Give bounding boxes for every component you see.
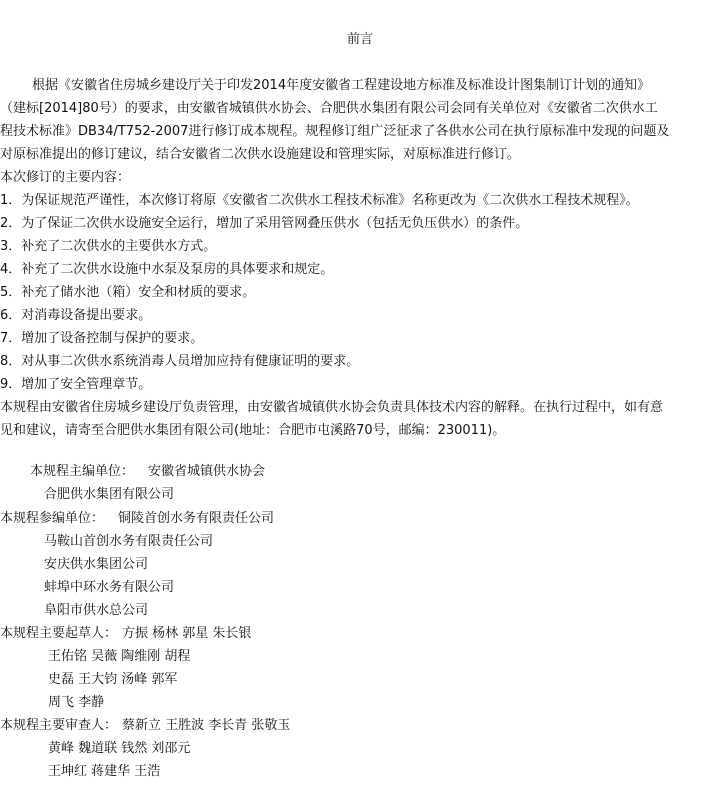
reviewers-label: 本规程主要审查人： [0,718,118,733]
change-item: 1．为保证规范严谨性，本次修订将原《安徽省二次供水工程技术标准》名称更改为《二次供水工程技术规程》。 [0,193,639,208]
change-item: 3．补充了二次供水的主要供水方式。 [0,239,217,254]
management-paragraph-line-1: 本规程由安徽省住房城乡建设厅负责管理，由安徽省城镇供水协会负责具体技术内容的解释。在执行过程中，如有意 [0,400,664,415]
change-item: 2．为了保证二次供水设施安全运行，增加了采用管网叠压供水（包括无负压供水）的条件。 [0,216,529,231]
change-item: 4．补充了二次供水设施中水泵及泵房的具体要求和规定。 [0,262,334,277]
drafters-line: 方振 杨林 郭星 朱长银 [122,626,252,641]
intro-paragraph-line-1: 根据《安徽省住房城乡建设厅关于印发2014年度安徽省工程建设地方标准及标准设计图集制订计划的通知》 [32,78,651,93]
intro-paragraph-line-2: （建标[2014]80号）的要求，由安徽省城镇供水协会、合肥供水集团有限公司会同有关单位对《安徽省二次供水工 [0,101,658,116]
management-paragraph-line-2: 见和建议，请寄至合肥供水集团有限公司(地址：合肥市屯溪路70号，邮编：230011)。 [0,423,506,438]
chief-unit: 安徽省城镇供水协会 [148,464,266,479]
participating-units-label: 本规程参编单位： [0,511,105,526]
participating-unit: 铜陵首创水务有限责任公司 [118,511,275,526]
drafters-line: 周飞 李静 [48,695,105,710]
change-item: 9．增加了安全管理章节。 [0,377,152,392]
participating-unit: 阜阳市供水总公司 [44,603,149,618]
reviewers-line: 黄峰 魏道联 钱然 刘邵元 [48,741,191,756]
reviewers-line: 蔡新立 王胜波 李长青 张敬玉 [122,718,291,733]
reviewers-line: 王坤红 蒋建华 王浩 [48,764,161,779]
drafters-line: 史磊 王大钧 汤峰 郭军 [48,672,178,687]
chief-units-label: 本规程主编单位： [30,464,135,479]
changes-heading: 本次修订的主要内容： [0,170,131,185]
participating-unit: 马鞍山首创水务有限责任公司 [44,534,214,549]
intro-paragraph-line-3: 程技术标准》DB34/T752-2007进行修订成本规程。规程修订组广泛征求了各供水公司在执行原标准中发现的问题及 [0,124,670,139]
participating-unit: 安庆供水集团公司 [44,557,149,572]
change-item: 8．对从事二次供水系统消毒人员增加应持有健康证明的要求。 [0,354,360,369]
change-item: 7．增加了设备控制与保护的要求。 [0,331,204,346]
intro-paragraph-line-4: 对原标准提出的修订建议，结合安徽省二次供水设施建设和管理实际，对原标准进行修订。 [0,147,521,162]
document-title: 前言 [346,32,373,47]
change-item: 6．对消毒设备提出要求。 [0,308,152,323]
participating-unit: 蚌埠中环水务有限公司 [44,580,175,595]
drafters-line: 王佑铭 吴薇 陶维刚 胡程 [48,649,191,664]
drafters-label: 本规程主要起草人： [0,626,118,641]
chief-unit: 合肥供水集团有限公司 [44,487,175,502]
change-item: 5．补充了储水池（箱）安全和材质的要求。 [0,285,256,300]
